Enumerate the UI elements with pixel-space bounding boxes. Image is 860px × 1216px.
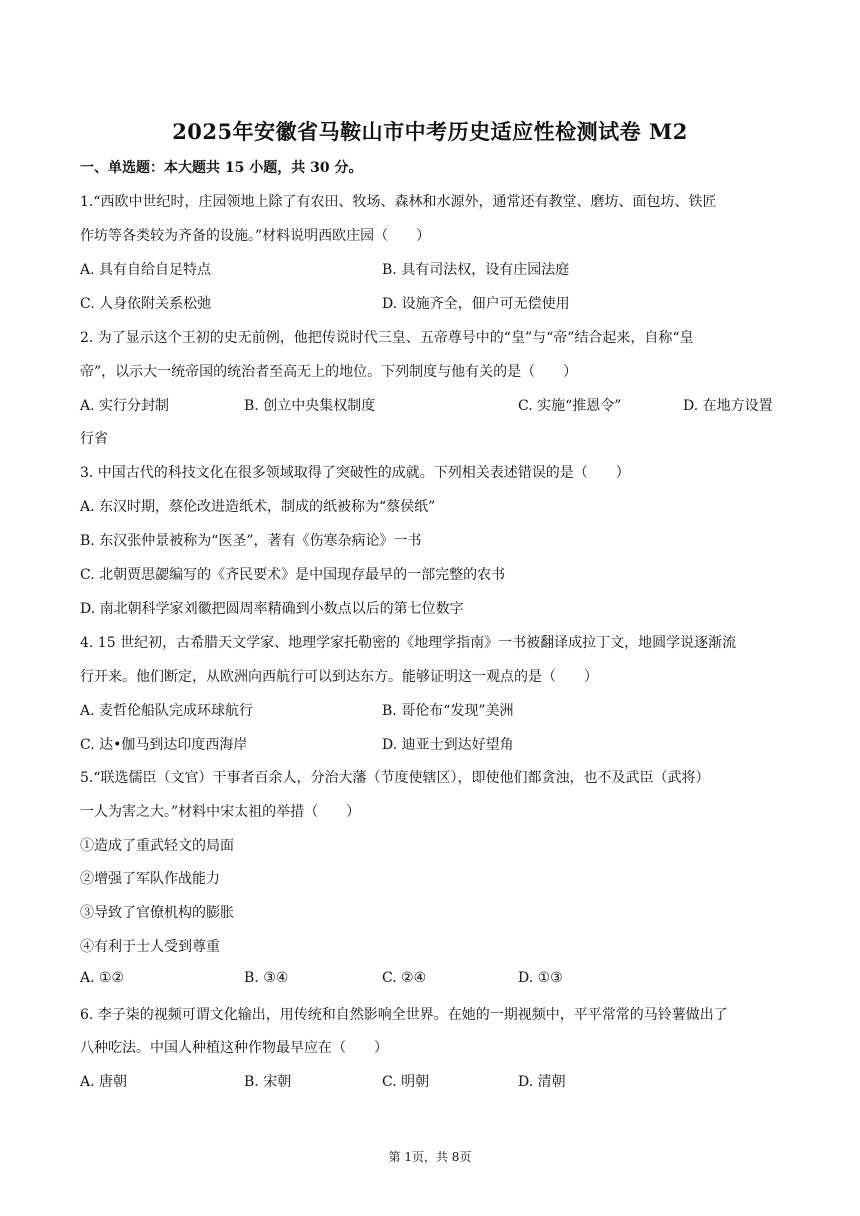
question-2-text: 2. 为了显示这个王初的史无前例，他把传说时代三皇、五帝尊号中的“皇”与“帝”结合起来，自称“皇 xyxy=(80,330,694,346)
question-2-option-d: D. 在地方设置 xyxy=(683,398,773,414)
question-6-option-b: B. 宋朝 xyxy=(244,1074,292,1090)
question-1-option-c: C. 人身依附关系松弛 xyxy=(80,296,212,312)
question-6-option-c: C. 明朝 xyxy=(382,1074,430,1090)
question-6-option-d: D. 清朝 xyxy=(518,1074,566,1090)
question-4-option-a: A. 麦哲伦船队完成环球航行 xyxy=(80,703,254,719)
question-6-text: 八种吃法。中国人种植这种作物最早应在（ ） xyxy=(80,1040,388,1056)
question-4-option-d: D. 迪亚士到达好望角 xyxy=(382,737,514,753)
question-4-text: 4. 15 世纪初，古希腊天文学家、地理学家托勒密的《地理学指南》一书被翻译成拉丁文，地圆学说逐渐流 xyxy=(80,635,737,651)
question-2-option-b: B. 创立中央集权制度 xyxy=(244,398,376,414)
question-5-statement-3: ③导致了官僚机构的膨胀 xyxy=(80,905,234,921)
question-5-statement-4: ④有利于士人受到尊重 xyxy=(80,939,220,955)
section-heading: 一、单选题：本大题共 15 小题，共 30 分。 xyxy=(80,160,363,176)
question-3-text: 3. 中国古代的科技文化在很多领域取得了突破性的成就。下列相关表述错误的是（ ） xyxy=(80,465,630,481)
question-4-option-b: B. 哥伦布“发现”美洲 xyxy=(382,703,514,719)
question-2-option-d-continued: 行省 xyxy=(80,431,108,447)
question-1-option-d: D. 设施齐全，佃户可无偿使用 xyxy=(382,296,570,312)
question-5-option-d: D. ①③ xyxy=(518,970,563,986)
question-5-statement-1: ①造成了重武轻文的局面 xyxy=(80,838,234,854)
question-5-text: 一人为害之大。”材料中宋太祖的举措（ ） xyxy=(80,804,361,820)
page-title: 2025年安徽省马鞍山市中考历史适应性检测试卷 M2 xyxy=(172,119,688,144)
question-4-option-c: C. 达•伽马到达印度西海岸 xyxy=(80,737,248,753)
question-1-text: 1.“西欧中世纪时，庄园领地上除了有农田、牧场、森林和水源外，通常还有教堂、磨坊、面包坊、铁匠 xyxy=(80,194,717,210)
question-5-option-b: B. ③④ xyxy=(244,970,289,986)
question-1-option-b: B. 具有司法权，设有庄园法庭 xyxy=(382,262,570,278)
question-2-option-a: A. 实行分封制 xyxy=(80,398,170,414)
question-5-text: 5.“联选儒臣（文官）干事者百余人，分治大藩（节度使辖区），即使他们都贪浊，也不及武臣（武将） xyxy=(80,770,710,786)
question-2-option-c: C. 实施“推恩令” xyxy=(518,398,622,414)
question-1-option-a: A. 具有自给自足特点 xyxy=(80,262,212,278)
question-6-text: 6. 李子柒的视频可谓文化输出，用传统和自然影响全世界。在她的一期视频中，平平常常的马铃薯做出了 xyxy=(80,1007,728,1023)
question-3-option-c: C. 北朝贾思勰编写的《齐民要术》是中国现存最早的一部完整的农书 xyxy=(80,567,506,583)
page-footer: 第 1页，共 8页 xyxy=(388,1150,472,1164)
question-3-option-a: A. 东汉时期，蔡伦改进造纸术，制成的纸被称为“蔡侯纸” xyxy=(80,499,436,515)
question-2-text: 帝”，以示大一统帝国的统治者至高无上的地位。下列制度与他有关的是（ ） xyxy=(80,364,578,380)
question-6-option-a: A. 唐朝 xyxy=(80,1074,128,1090)
question-5-statement-2: ②增强了军队作战能力 xyxy=(80,871,220,887)
question-4-text: 行开来。他们断定，从欧洲向西航行可以到达东方。能够证明这一观点的是（ ） xyxy=(80,669,598,685)
question-3-option-d: D. 南北朝科学家刘徽把圆周率精确到小数点以后的第七位数字 xyxy=(80,601,464,617)
question-1-text: 作坊等各类较为齐备的设施。”材料说明西欧庄园（ ） xyxy=(80,228,431,244)
question-5-option-a: A. ①② xyxy=(80,970,125,986)
question-5-option-c: C. ②④ xyxy=(382,970,427,986)
question-3-option-b: B. 东汉张仲景被称为“医圣”，著有《伤寒杂病论》一书 xyxy=(80,533,422,549)
